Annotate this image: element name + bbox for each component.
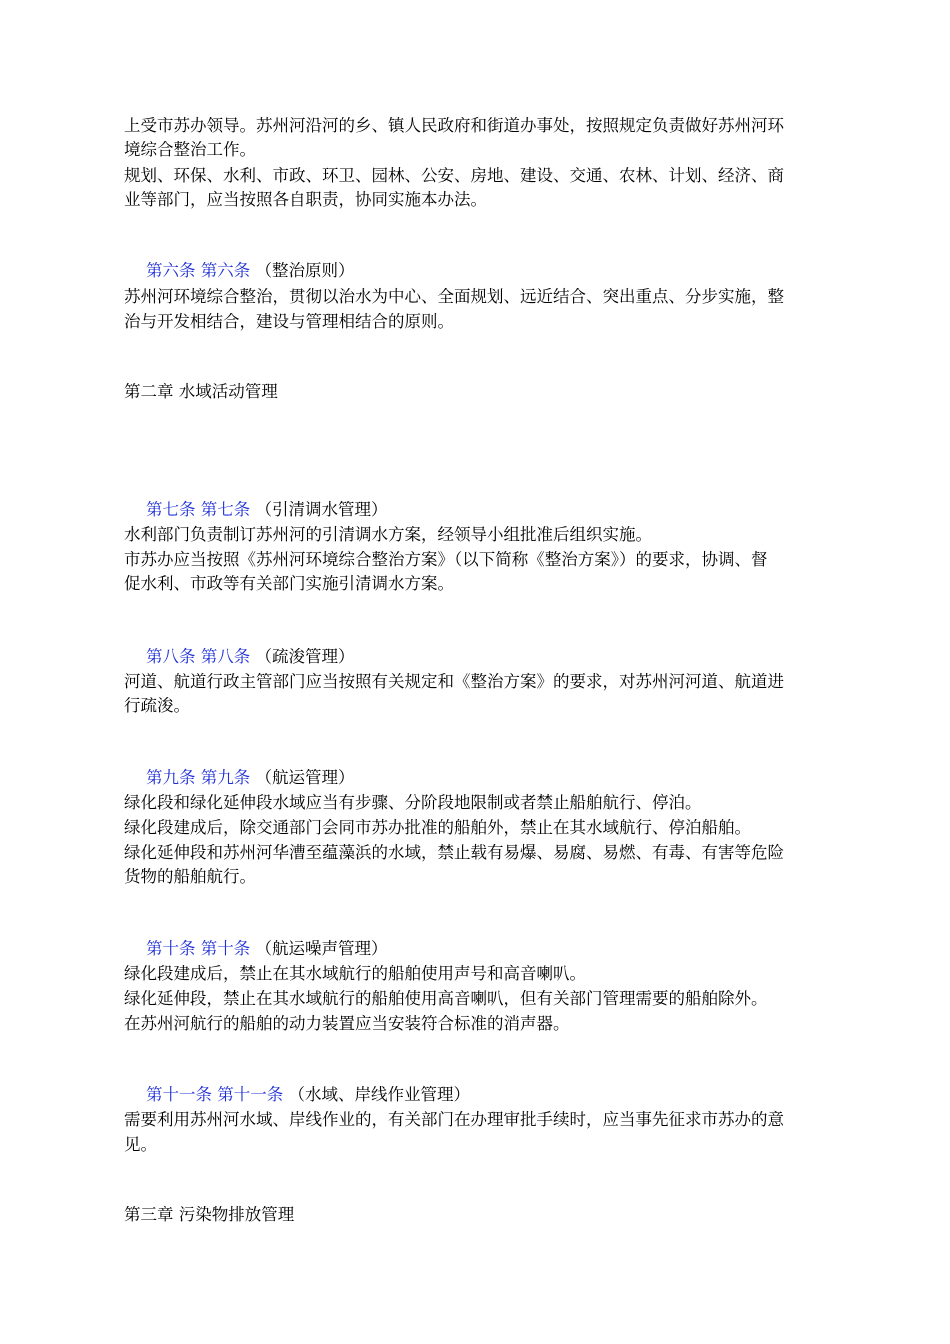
- article-title: （航运管理）: [255, 768, 355, 787]
- article-heading-7: [146, 498, 388, 522]
- paragraph-line: 治与开发相结合，建设与管理相结合的原则。: [124, 312, 454, 331]
- paragraph-line: 需要利用苏州河水域、岸线作业的，有关部门在办理审批手续时，应当事先征求市苏办的意: [124, 1110, 784, 1129]
- article-number: 第十条 第十条: [146, 939, 251, 958]
- article-title: （水域、岸线作业管理）: [288, 1085, 470, 1104]
- paragraph-line: 货物的船舶航行。: [124, 867, 256, 886]
- article-heading-10: [146, 937, 388, 961]
- paragraph-line: 在苏州河航行的船舶的动力装置应当安装符合标准的消声器。: [124, 1014, 570, 1033]
- paragraph-line: 境综合整治工作。: [124, 140, 256, 159]
- paragraph-line: 市苏办应当按照《苏州河环境综合整治方案》（以下简称《整治方案》）的要求，协调、督: [124, 550, 768, 569]
- article-title: （航运噪声管理）: [255, 939, 388, 958]
- article-number: 第八条 第八条: [146, 647, 251, 666]
- article-heading-6: [146, 259, 355, 283]
- paragraph-line: 绿化段和绿化延伸段水域应当有步骤、分阶段地限制或者禁止船舶航行、停泊。: [124, 793, 702, 812]
- chapter-heading: 第二章 水域活动管理: [124, 382, 278, 401]
- paragraph-line: 绿化延伸段和苏州河华漕至蕴藻浜的水域，禁止载有易爆、易腐、易燃、有毒、有害等危险: [124, 843, 784, 862]
- article-number: 第七条 第七条: [146, 500, 251, 519]
- article-title: （引清调水管理）: [255, 500, 388, 519]
- paragraph-line: 行疏浚。: [124, 696, 190, 715]
- paragraph-line: 水利部门负责制订苏州河的引清调水方案，经领导小组批准后组织实施。: [124, 525, 652, 544]
- article-number: 第九条 第九条: [146, 768, 251, 787]
- paragraph-line: 绿化延伸段，禁止在其水域航行的船舶使用高音喇叭，但有关部门管理需要的船舶除外。: [124, 989, 768, 1008]
- paragraph-line: 上受市苏办领导。苏州河沿河的乡、镇人民政府和街道办事处，按照规定负责做好苏州河环: [124, 116, 784, 135]
- article-number: 第十一条 第十一条: [146, 1085, 284, 1104]
- article-number: 第六条 第六条: [146, 261, 251, 280]
- paragraph-line: 业等部门，应当按照各自职责，协同实施本办法。: [124, 190, 487, 209]
- paragraph-line: 促水利、市政等有关部门实施引清调水方案。: [124, 574, 454, 593]
- paragraph-line: 规划、环保、水利、市政、环卫、园林、公安、房地、建设、交通、农林、计划、经济、商: [124, 166, 784, 185]
- paragraph-line: 见。: [124, 1135, 157, 1154]
- paragraph-line: 绿化段建成后，除交通部门会同市苏办批准的船舶外，禁止在其水域航行、停泊船舶。: [124, 818, 751, 837]
- article-title: （整治原则）: [255, 261, 355, 280]
- chapter-heading: 第三章 污染物排放管理: [124, 1205, 295, 1224]
- article-heading-9: [146, 766, 355, 790]
- paragraph-line: 苏州河环境综合整治，贯彻以治水为中心、全面规划、远近结合、突出重点、分步实施，整: [124, 287, 784, 306]
- article-title: （疏浚管理）: [255, 647, 355, 666]
- article-heading-8: [146, 645, 355, 669]
- paragraph-line: 绿化段建成后，禁止在其水域航行的船舶使用声号和高音喇叭。: [124, 964, 586, 983]
- article-heading-11: [146, 1083, 470, 1107]
- paragraph-line: 河道、航道行政主管部门应当按照有关规定和《整治方案》的要求，对苏州河河道、航道进: [124, 672, 784, 691]
